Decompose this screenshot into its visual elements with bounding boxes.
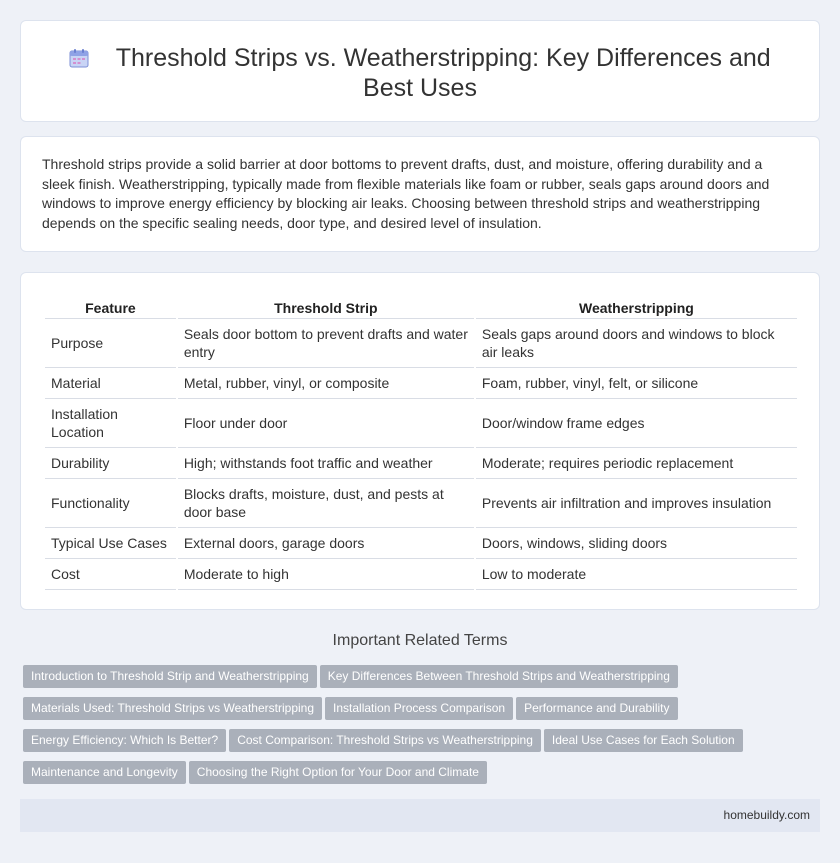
feature-cell: Installation Location: [45, 399, 176, 448]
header-threshold-strip: Threshold Strip: [178, 295, 474, 319]
table-row: [45, 368, 797, 399]
threshold-cell: Metal, rubber, vinyl, or composite: [178, 368, 474, 399]
table-header-row: [45, 295, 797, 319]
table-row: [45, 319, 797, 368]
related-term-tag[interactable]: Energy Efficiency: Which Is Better?: [23, 729, 226, 752]
threshold-cell: Blocks drafts, moisture, dust, and pests at door base: [178, 479, 474, 528]
table-row: [45, 399, 797, 448]
related-term-tag[interactable]: Materials Used: Threshold Strips vs Weatherstripping: [23, 697, 322, 720]
header-weatherstripping: Weatherstripping: [476, 295, 797, 319]
comparison-card: [20, 272, 820, 610]
threshold-cell: Moderate to high: [178, 559, 474, 590]
table-row: [45, 528, 797, 559]
weatherstripping-cell: Low to moderate: [476, 559, 797, 590]
header-feature: Feature: [45, 295, 176, 319]
weatherstripping-cell: Doors, windows, sliding doors: [476, 528, 797, 559]
intro-card: [20, 136, 820, 252]
related-term-tag[interactable]: Introduction to Threshold Strip and Weatherstripping: [23, 665, 317, 688]
intro-paragraph: Threshold strips provide a solid barrier at door bottoms to prevent drafts, dust, and moisture, offering durability and a sleek finish. Weatherstripping, typically made from flexible materials like foam or rubber, seals gaps around doors and windows to improve energy efficiency by blocking air leaks. Choosing between threshold strips and weatherstripping depends on the specific sealing needs, door type, and desired level of insulation.: [42, 156, 770, 231]
feature-cell: Durability: [45, 448, 176, 479]
footer-site-link[interactable]: homebuildy.com: [723, 808, 810, 822]
table-row: [45, 559, 797, 590]
feature-cell: Material: [45, 368, 176, 399]
feature-cell: Cost: [45, 559, 176, 590]
related-term-tag[interactable]: Ideal Use Cases for Each Solution: [544, 729, 743, 752]
title-card: [20, 20, 820, 122]
threshold-cell: Floor under door: [178, 399, 474, 448]
related-term-tag[interactable]: Performance and Durability: [516, 697, 677, 720]
threshold-cell: Seals door bottom to prevent drafts and water entry: [178, 319, 474, 368]
table-row: [45, 448, 797, 479]
related-term-tag[interactable]: Installation Process Comparison: [325, 697, 513, 720]
feature-cell: Purpose: [45, 319, 176, 368]
table-row: [45, 479, 797, 528]
weatherstripping-cell: Seals gaps around doors and windows to block air leaks: [476, 319, 797, 368]
footer: [20, 799, 820, 832]
threshold-cell: High; withstands foot traffic and weather: [178, 448, 474, 479]
page-title: Threshold Strips vs. Weatherstripping: Key Differences and Best Uses: [115, 44, 771, 102]
threshold-cell: External doors, garage doors: [178, 528, 474, 559]
weatherstripping-cell: Foam, rubber, vinyl, felt, or silicone: [476, 368, 797, 399]
weatherstripping-cell: Prevents air infiltration and improves insulation: [476, 479, 797, 528]
calendar-icon: [69, 48, 89, 68]
feature-cell: Typical Use Cases: [45, 528, 176, 559]
related-term-tag[interactable]: Choosing the Right Option for Your Door and Climate: [189, 761, 487, 784]
weatherstripping-cell: Door/window frame edges: [476, 399, 797, 448]
related-term-tag[interactable]: Cost Comparison: Threshold Strips vs Weatherstripping: [229, 729, 541, 752]
comparison-table: [43, 295, 799, 590]
related-term-tag[interactable]: Key Differences Between Threshold Strips and Weatherstripping: [320, 665, 678, 688]
title-wrap: [21, 43, 819, 103]
related-term-tag[interactable]: Maintenance and Longevity: [23, 761, 186, 784]
weatherstripping-cell: Moderate; requires periodic replacement: [476, 448, 797, 479]
related-terms-heading: Important Related Terms: [332, 632, 508, 649]
feature-cell: Functionality: [45, 479, 176, 528]
related-terms-list: [23, 665, 813, 793]
